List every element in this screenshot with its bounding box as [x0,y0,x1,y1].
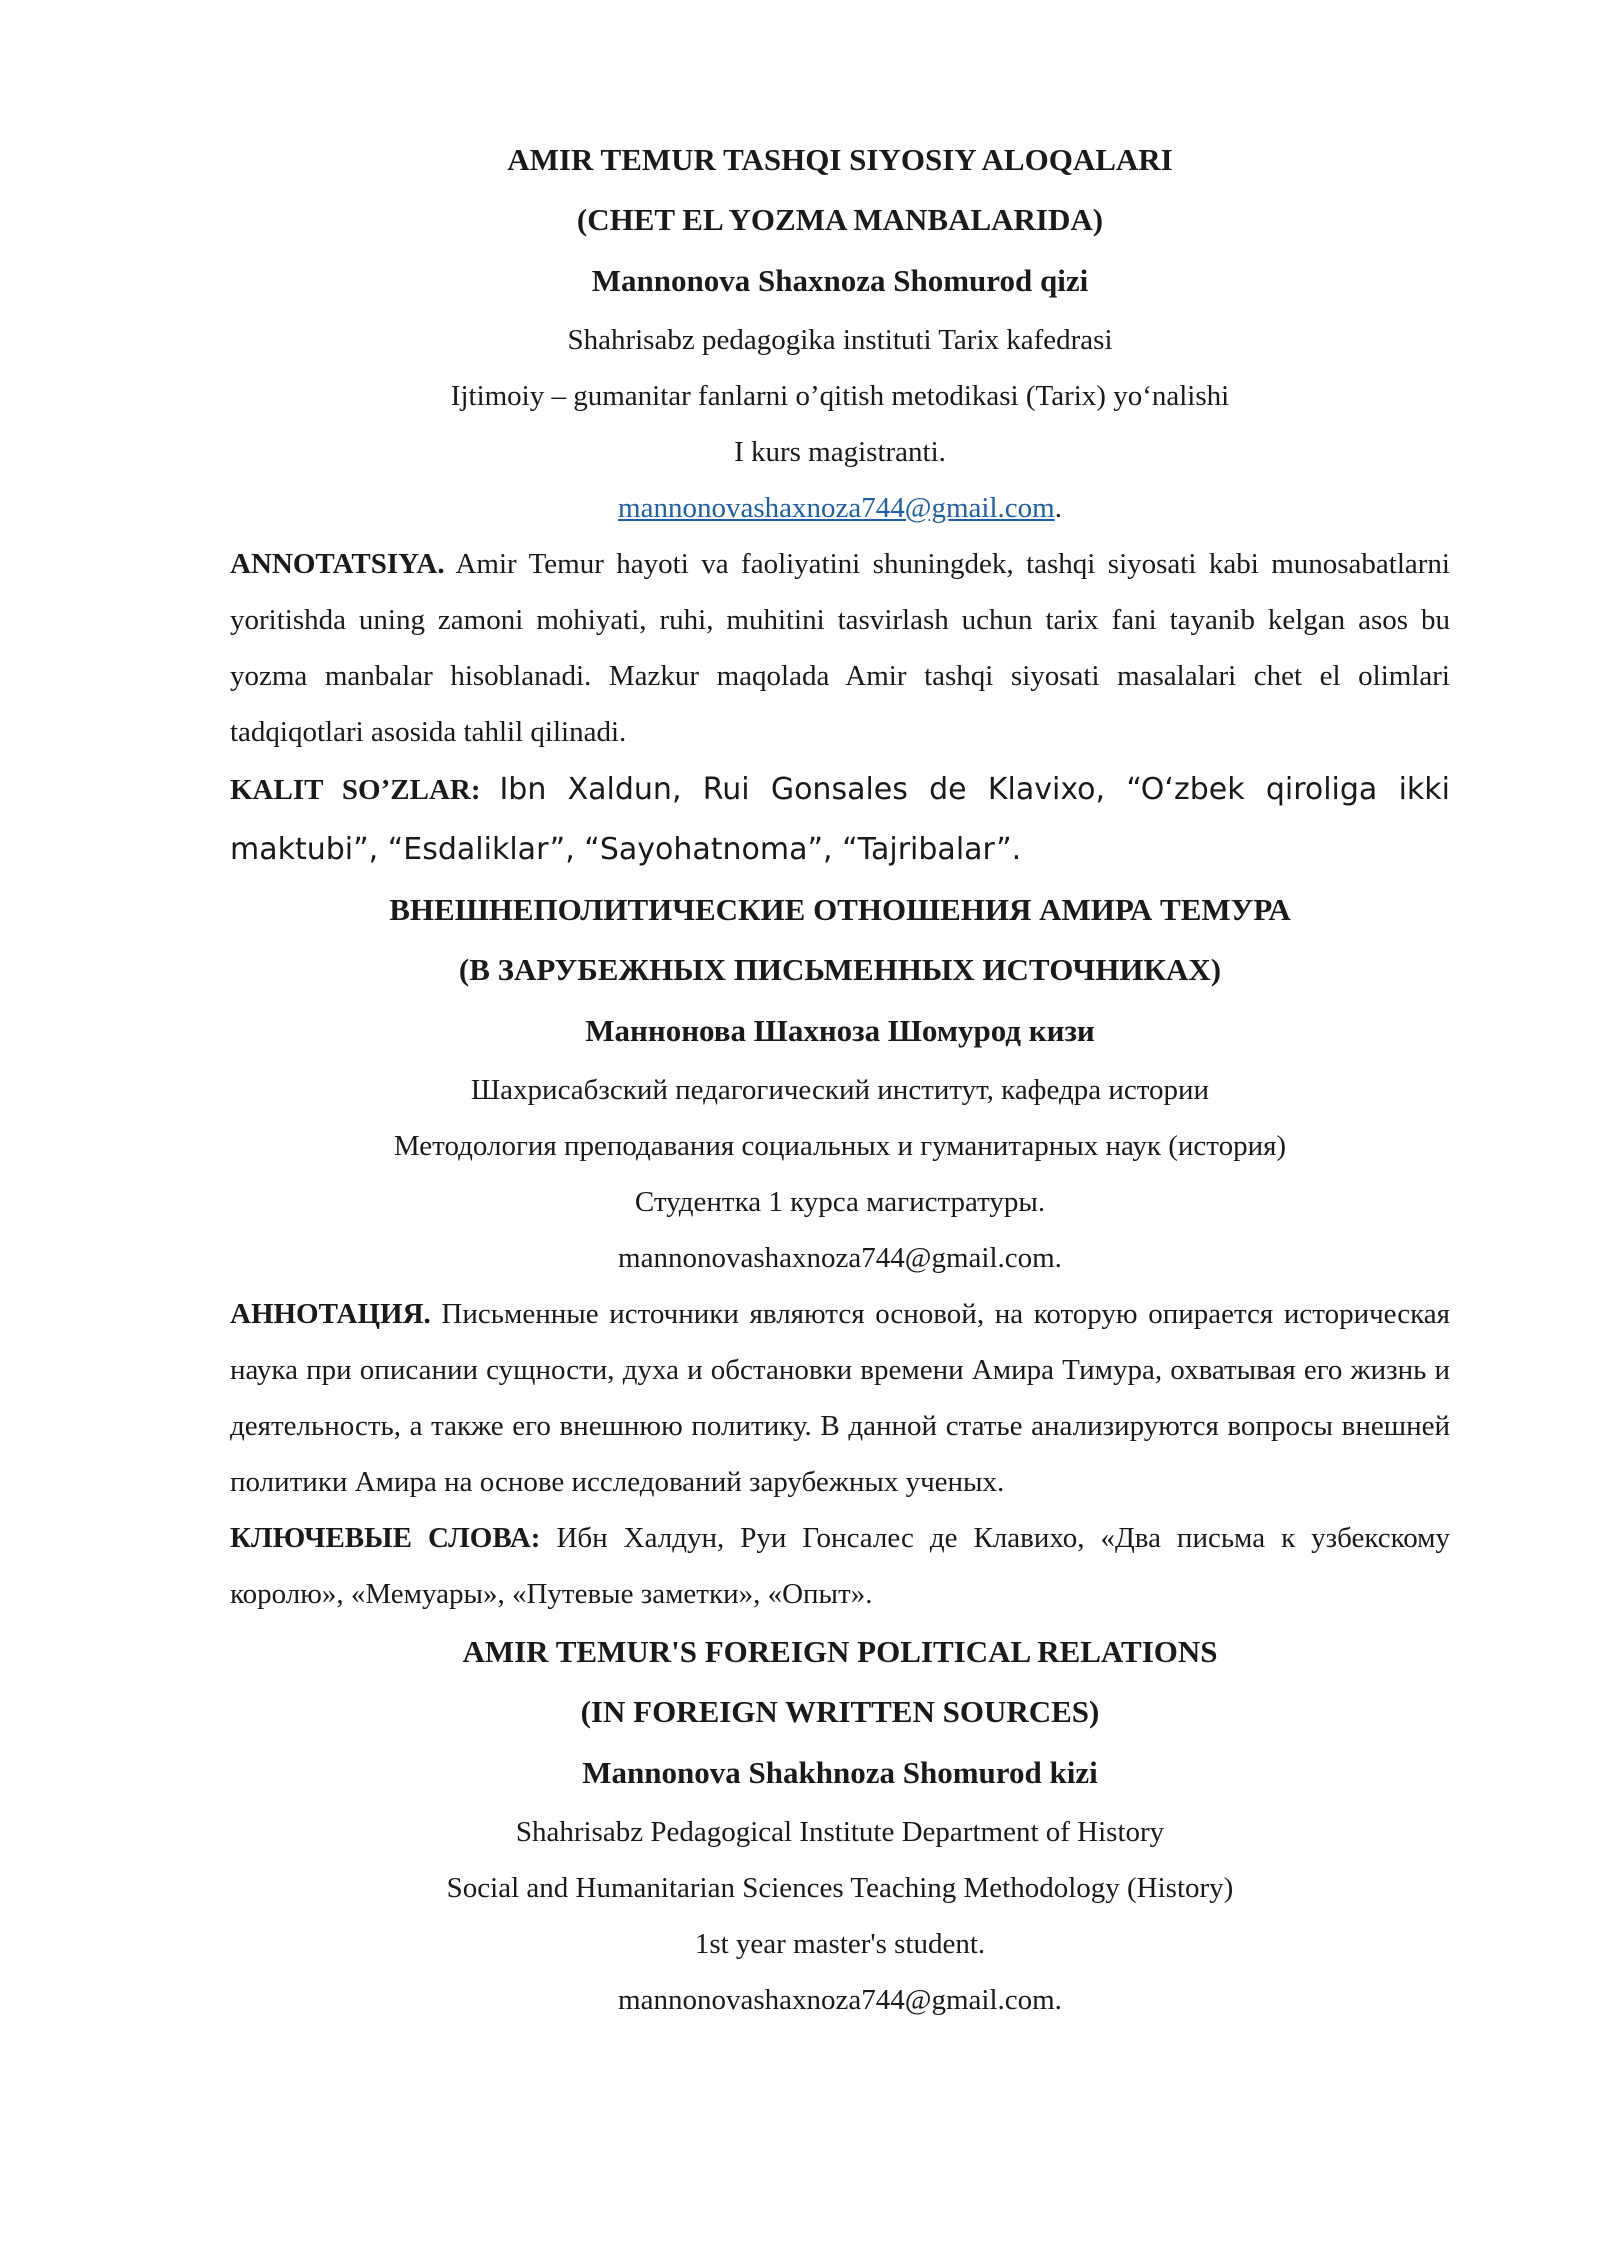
uz-abstract [230,536,1450,760]
en-affiliation-program: Social and Humanitarian Sciences Teaching Methodology (History) [446,1872,1234,1904]
uz-abstract-label: ANNOTATSIYA. [230,548,445,580]
ru-abstract-label: АННОТАЦИЯ. [230,1298,431,1330]
uz-keywords-text: Ibn Xaldun, Rui Gonsales de Klavixo, “Oʻzbek qiroliga ikki maktubi”, “Esdaliklar”, “Sayohatnoma”, “Tajribalar”. [230,772,1450,867]
ru-affiliation-program: Методология преподавания социальных и гуманитарных наук (история) [393,1130,1287,1162]
ru-abstract [230,1286,1450,1510]
uz-email-link[interactable]: mannonovashaxnoza744@gmail.com [618,492,1055,524]
uz-affiliation-program: Ijtimoiy – gumanitar fanlarni o’qitish metodikasi (Tarix) yoʻnalishi [450,380,1230,412]
document-page [230,130,1450,2028]
en-affiliation-department: Shahrisabz Pedagogical Institute Department of History [515,1816,1165,1848]
uz-author: Mannonova Shaxnoza Shomurod qizi [591,263,1089,298]
en-author: Mannonova Shakhnoza Shomurod kizi [582,1755,1098,1790]
ru-author: Маннонова Шахноза Шомурод кизи [585,1013,1095,1048]
uz-abstract-text: Amir Temur hayoti va faoliyatini shuningdek, tashqi siyosati kabi munosabatlarni yoritishda uning zamoni mohiyati, ruhi, muhitini tasvirlash uchun tarix fani tayanib kelgan asos bu yozma manbalar hisoblanadi. Mazkur maqolada Amir tashqi siyosati masalalari chet el olimlari tadqiqotlari asosida tahlil qilinadi. [230,548,1450,748]
uz-keywords [230,760,1450,880]
en-title-line-2: (IN FOREIGN WRITTEN SOURCES) [580,1694,1100,1729]
en-title-line-1: AMIR TEMUR'S FOREIGN POLITICAL RELATIONS [462,1634,1218,1669]
en-email: mannonovashaxnoza744@gmail.com. [618,1984,1062,2016]
ru-keywords-text: Ибн Халдун, Руи Гонсалес де Клавихо, «Два письма к узбекскому королю», «Мемуары», «Путевые заметки», «Опыт». [230,1522,1450,1610]
ru-affiliation-status: Студентка 1 курса магистратуры. [634,1186,1046,1218]
ru-abstract-text: Письменные источники являются основой, на которую опирается историческая наука при описании сущности, духа и обстановки времени Амира Тимура, охватывая его жизнь и деятельность, а также его внешнюю политику. В данной статье анализируются вопросы внешней политики Амира на основе исследований зарубежных ученых. [230,1298,1450,1498]
uz-affiliation-status: I kurs magistranti. [734,436,946,468]
uz-affiliation-department: Shahrisabz pedagogika instituti Tarix kafedrasi [567,324,1113,356]
ru-affiliation-department: Шахрисабзский педагогический институт, кафедра истории [470,1074,1210,1106]
uz-keywords-label: KALIT SO’ZLAR: [230,774,481,806]
uz-title-line-1: AMIR TEMUR TASHQI SIYOSIY ALOQALARI [507,142,1173,177]
uz-email-line [230,480,1450,536]
ru-title-line-1: ВНЕШНЕПОЛИТИЧЕСКИЕ ОТНОШЕНИЯ АМИРА ТЕМУРА [389,892,1291,927]
uz-email-suffix: . [1054,492,1062,524]
uz-title-line-2: (CHET EL YOZMA MANBALARIDA) [576,202,1104,237]
ru-keywords [230,1510,1450,1622]
ru-keywords-label: КЛЮЧЕВЫЕ СЛОВА: [230,1522,541,1554]
ru-title-line-2: (В ЗАРУБЕЖНЫХ ПИСЬМЕННЫХ ИСТОЧНИКАХ) [458,952,1222,987]
ru-email: mannonovashaxnoza744@gmail.com. [618,1242,1062,1274]
en-affiliation-status: 1st year master's student. [694,1928,986,1960]
